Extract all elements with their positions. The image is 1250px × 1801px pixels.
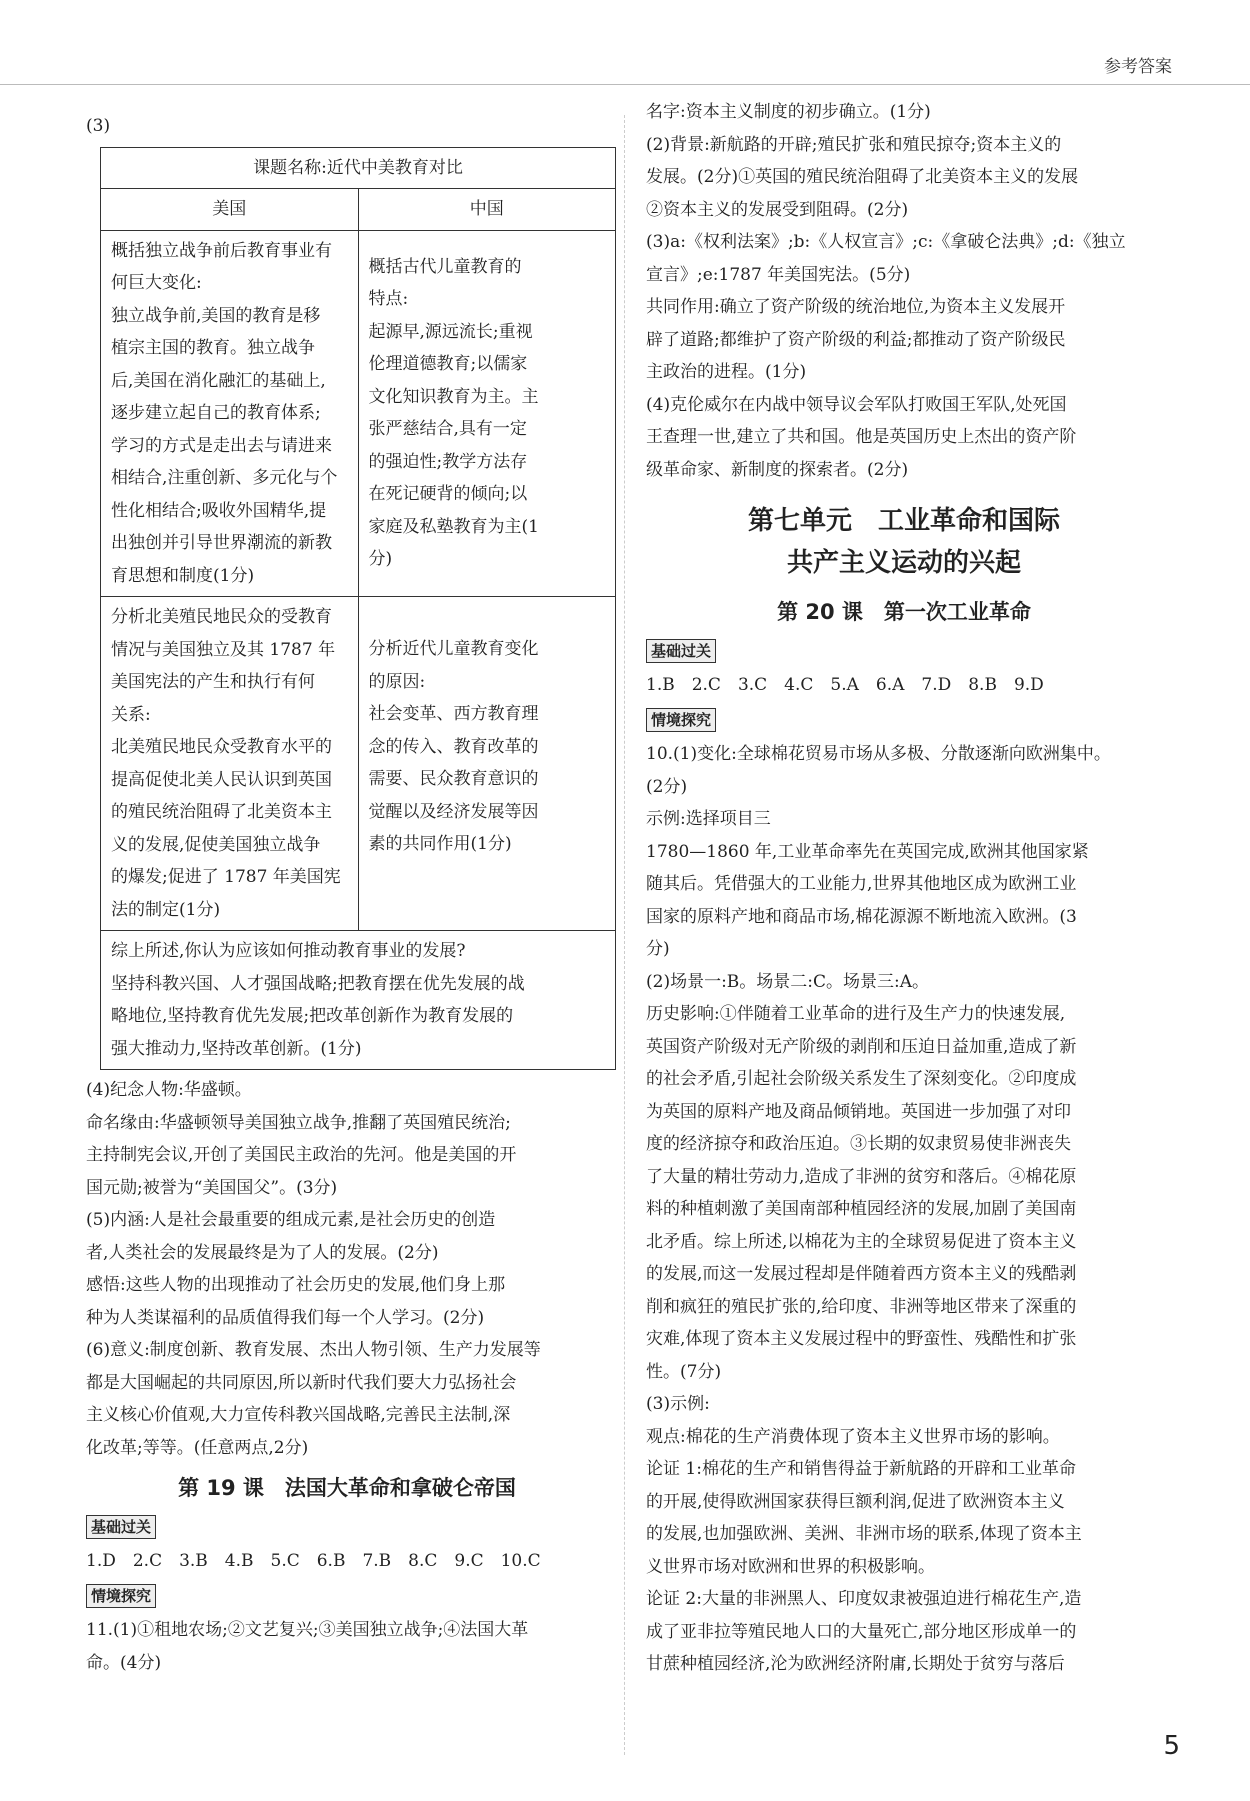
text-line: 法的制定(1分)	[111, 899, 221, 920]
q11-answer	[86, 1614, 608, 1679]
text-line: 主义核心价值观,大力宣传科教兴国战略,完善民主法制,深	[86, 1405, 511, 1425]
text-line: 的发展,也加强欧洲、美洲、非洲市场的联系,体现了资本主	[646, 1524, 1082, 1544]
text-line: 育思想和制度(1分)	[111, 565, 255, 586]
text-line: 历史影响:①伴随着工业革命的进行及生产力的快速发展,	[646, 1004, 1066, 1024]
table-title: 课题名称:近代中美教育对比	[101, 147, 616, 189]
text-line: 命名缘由:华盛顿领导美国独立战争,推翻了英国殖民统治;	[86, 1112, 511, 1133]
text-line: 感悟:这些人物的出现推动了社会历史的发展,他们身上那	[86, 1275, 506, 1295]
text-line: 分)	[368, 549, 393, 569]
text-line: 的社会矛盾,引起社会阶级关系发生了深刻变化。②印度成	[646, 1069, 1077, 1089]
left-column	[86, 110, 608, 1679]
text-line: 论证 1:棉花的生产和销售得益于新航路的开辟和工业革命	[646, 1459, 1076, 1479]
text-line: 灾难,体现了资本主义发展过程中的野蛮性、残酷性和扩张	[646, 1329, 1077, 1349]
text-line: 的强迫性;教学方法存	[368, 451, 528, 472]
text-line: 共同作用:确立了资产阶级的统治地位,为资本主义发展开	[646, 297, 1066, 317]
lesson-19-title: 第 19 课 法国大革命和拿破仑帝国	[178, 1476, 516, 1500]
text-line: 主持制宪会议,开创了美国民主政治的先河。他是美国的开	[86, 1145, 517, 1165]
text-line: 综上所述,你认为应该如何推动教育事业的发展?	[111, 941, 466, 961]
text-line: 文化知识教育为主。主	[368, 386, 539, 407]
q3-label: (3)	[86, 116, 111, 136]
text-line: 化改革;等等。(任意两点,2分)	[86, 1437, 309, 1458]
text-line: 北美殖民地民众受教育水平的	[111, 737, 332, 757]
text-line: 特点:	[368, 289, 409, 309]
text-line: 发展。(2分)①英国的殖民统治阻碍了北美资本主义的发展	[646, 167, 1079, 187]
text-line: 义世界市场对欧洲和世界的积极影响。	[646, 1556, 935, 1577]
basic-answers-left: 1.D 2.C 3.B 4.B 5.C 6.B 7.B 8.C 9.C 10.C	[86, 1551, 541, 1571]
text-line: 示例:选择项目三	[646, 809, 771, 829]
table-header-china: 中国	[358, 189, 616, 231]
text-line: (2分)	[646, 776, 688, 797]
unit-title-line-1: 第七单元 工业革命和国际	[747, 506, 1060, 536]
text-line: 国元勋;被誉为“美国国父”。(3分)	[86, 1177, 338, 1198]
text-line: 家庭及私塾教育为主(1	[368, 516, 539, 537]
text-line: (4)克伦威尔在内战中领导议会军队打败国王军队,处死国	[646, 394, 1067, 415]
table-cell-usa-2	[101, 597, 359, 931]
table-cell-usa-1	[101, 230, 359, 597]
text-line: 宣言》;e:1787 年美国宪法。(5分)	[646, 264, 911, 285]
text-line: 11.(1)①租地农场;②文艺复兴;③美国独立战争;④法国大革	[86, 1620, 529, 1640]
text-line: (3)a:《权利法案》;b:《人权宣言》;c:《拿破仑法典》;d:《独立	[646, 232, 1126, 252]
text-line: 独立战争前,美国的教育是移	[111, 305, 321, 326]
text-line: 北矛盾。综上所述,以棉花为主的全球贸易促进了资本主义	[646, 1231, 1077, 1252]
tag-situation-right: 情境探究	[646, 708, 716, 732]
text-line: (5)内涵:人是社会最重要的组成元素,是社会历史的创造	[86, 1210, 496, 1230]
page-header-title: 参考答案	[1104, 57, 1172, 77]
text-line: 度的经济掠夺和政治压迫。③长期的奴隶贸易使非洲丧失	[646, 1134, 1071, 1154]
text-line: 观点:棉花的生产消费体现了资本主义世界市场的影响。	[646, 1426, 1060, 1447]
table-cell-china-2	[358, 597, 616, 931]
text-line: (2)背景:新航路的开辟;殖民扩张和殖民掠夺;资本主义的	[646, 134, 1062, 155]
text-line: 国家的原料产地和商品市场,棉花源源不断地流入欧洲。(3	[646, 906, 1077, 927]
text-line: 觉醒以及经济发展等因	[368, 801, 539, 822]
right-column	[646, 96, 1162, 1681]
table-summary	[101, 931, 616, 1070]
text-line: 10.(1)变化:全球棉花贸易市场从多极、分散逐渐向欧洲集中。	[646, 744, 1111, 764]
text-line: 都是大国崛起的共同原因,所以新时代我们要大力弘扬社会	[86, 1372, 517, 1393]
text-line: 种为人类谋福利的品质值得我们每一个人学习。(2分)	[86, 1307, 485, 1328]
page-number: 5	[1163, 1731, 1180, 1761]
text-line: 分析近代儿童教育变化	[368, 639, 539, 659]
text-line: 削和疯狂的殖民扩张的,给印度、非洲等地区带来了深重的	[646, 1296, 1077, 1317]
text-line: 1780—1860 年,工业革命率先在英国完成,欧洲其他国家紧	[646, 841, 1089, 862]
text-line: 出独创并引导世界潮流的新教	[111, 533, 332, 553]
text-line: 念的传入、教育改革的	[368, 736, 539, 757]
text-line: 概括古代儿童教育的	[368, 256, 522, 277]
unit-title-line-2: 共产主义运动的兴起	[786, 548, 1021, 578]
column-divider	[624, 115, 625, 1755]
text-line: 的殖民统治阻碍了北美资本主	[111, 802, 332, 822]
text-line: 需要、民众教育意识的	[368, 769, 539, 789]
text-line: 了大量的精壮劳动力,造成了非洲的贫穷和落后。④棉花原	[646, 1166, 1077, 1187]
text-line: 伦理道德教育;以儒家	[368, 354, 528, 374]
text-line: 性。(7分)	[646, 1361, 722, 1382]
text-line: 略地位,坚持教育优先发展;把改革创新作为教育发展的	[111, 1006, 514, 1026]
text-line: 论证 2:大量的非洲黑人、印度奴隶被强迫进行棉花生产,造	[646, 1589, 1082, 1609]
text-line: 成了亚非拉等殖民地人口的大量死亡,部分地区形成单一的	[646, 1621, 1077, 1642]
text-line: 的开展,使得欧洲国家获得巨额利润,促进了欧洲资本主义	[646, 1491, 1065, 1512]
text-line: 情况与美国独立及其 1787 年	[111, 639, 336, 660]
text-line: 强大推动力,坚持改革创新。(1分)	[111, 1038, 362, 1059]
text-line: (3)示例:	[646, 1394, 710, 1414]
text-line: 辟了道路;都维护了资产阶级的利益;都推动了资产阶级民	[646, 329, 1066, 350]
tag-situation-left: 情境探究	[86, 1584, 156, 1608]
text-line: 相结合,注重创新、多元化与个	[111, 468, 338, 488]
tag-basic-right: 基础过关	[646, 639, 716, 663]
text-line: 命。(4分)	[86, 1652, 162, 1673]
text-line: (4)纪念人物:华盛顿。	[86, 1080, 252, 1100]
text-line: 英国资产阶级对无产阶级的剥削和压迫日益加重,造成了新	[646, 1036, 1077, 1057]
text-line: 甘蔗种植园经济,沦为欧洲经济附庸,长期处于贫穷与落后	[646, 1654, 1065, 1674]
text-line: 学习的方式是走出去与请进来	[111, 435, 332, 456]
text-line: 概括独立战争前后教育事业有	[111, 240, 332, 261]
text-line: 料的种植刺激了美国南部种植园经济的发展,加剧了美国南	[646, 1199, 1077, 1219]
answers-block-left	[86, 1074, 608, 1464]
text-line: (6)意义:制度创新、教育发展、杰出人物引领、生产力发展等	[86, 1340, 541, 1360]
text-line: 后,美国在消化融汇的基础上,	[111, 370, 326, 391]
table-cell-china-1	[358, 230, 616, 597]
text-line: 级革命家、新制度的探索者。(2分)	[646, 459, 909, 480]
text-line: 随其后。凭借强大的工业能力,世界其他地区成为欧洲工业	[646, 874, 1077, 894]
text-line: 分析北美殖民地民众的受教育	[111, 607, 332, 627]
text-line: 的发展,而这一发展过程却是伴随着西方资本主义的残酷剥	[646, 1264, 1077, 1284]
text-line: 坚持科教兴国、人才强国战略;把教育摆在优先发展的战	[111, 973, 525, 994]
text-line: 起源早,源远流长;重视	[368, 321, 533, 342]
answers-block-right-top	[646, 96, 1162, 486]
text-line: 美国宪法的产生和执行有何	[111, 672, 315, 692]
text-line: 在死记硬背的倾向;以	[368, 484, 528, 504]
text-line: 性化相结合;吸收外国精华,提	[111, 500, 327, 521]
text-line: 为英国的原料产地及商品倾销地。英国进一步加强了对印	[646, 1101, 1071, 1122]
header-rule	[0, 84, 1250, 85]
text-line: 主政治的进程。(1分)	[646, 362, 807, 382]
text-line: 名字:资本主义制度的初步确立。(1分)	[646, 102, 931, 122]
text-line: ②资本主义的发展受到阻碍。(2分)	[646, 199, 909, 220]
tag-basic-left: 基础过关	[86, 1515, 156, 1539]
text-line: 者,人类社会的发展最终是为了人的发展。(2分)	[86, 1242, 439, 1263]
text-line: 张严慈结合,具有一定	[368, 419, 527, 439]
text-line: 提高促使北美人民认识到英国	[111, 769, 332, 790]
text-line: 分)	[646, 939, 670, 959]
comparison-table	[100, 147, 616, 1071]
lesson-20-title: 第 20 课 第一次工业革命	[777, 600, 1031, 624]
basic-answers-right: 1.B 2.C 3.C 4.C 5.A 6.A 7.D 8.B 9.D	[646, 675, 1044, 695]
text-line: 何巨大变化:	[111, 273, 202, 293]
text-line: 的原因:	[368, 671, 426, 692]
text-line: 植宗主国的教育。独立战争	[111, 338, 315, 358]
unit-7-title	[646, 500, 1162, 584]
text-line: (2)场景一:B。场景二:C。场景三:A。	[646, 971, 930, 992]
text-line: 逐步建立起自己的教育体系;	[111, 403, 321, 423]
text-line: 社会变革、西方教育理	[368, 704, 539, 724]
text-line: 关系:	[111, 704, 151, 725]
text-line: 义的发展,促使美国独立战争	[111, 834, 321, 855]
text-line: 素的共同作用(1分)	[368, 834, 512, 854]
text-line: 王查理一世,建立了共和国。他是英国历史上杰出的资产阶	[646, 427, 1077, 447]
text-line: 的爆发;促进了 1787 年美国宪	[111, 867, 341, 887]
table-header-usa: 美国	[101, 189, 359, 231]
answers-block-right-bottom	[646, 738, 1162, 1681]
